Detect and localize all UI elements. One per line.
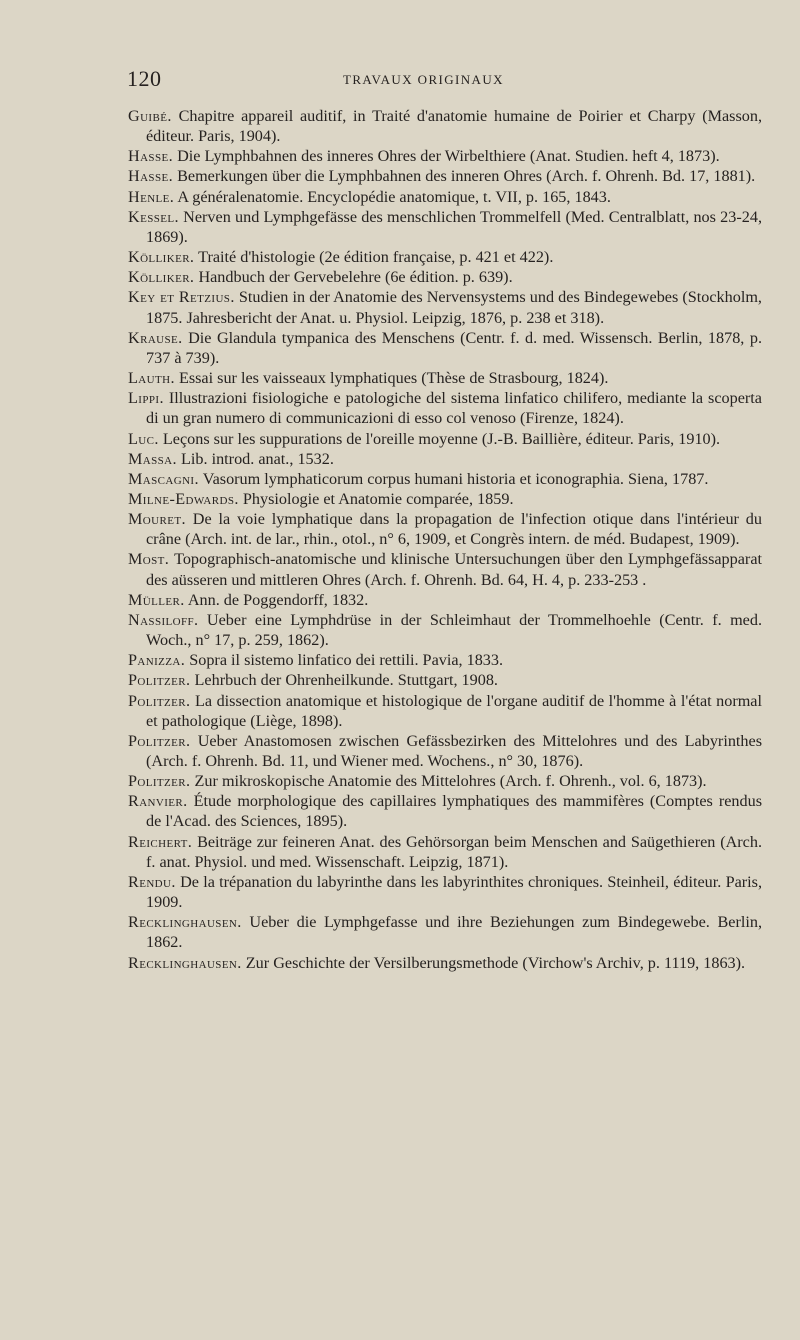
reference-entry: [128, 449, 762, 469]
reference-author: Kölliker.: [128, 268, 195, 287]
reference-author: Luc.: [128, 429, 159, 448]
page-number: 120: [127, 66, 162, 91]
reference-text: Traité d'histologie (2e édition française, p. 421 et 422).: [194, 248, 554, 267]
reference-text: Essai sur les vaisseaux lymphatiques (Thèse de Strasbourg, 1824).: [174, 369, 609, 388]
reference-author: Rendu.: [128, 872, 176, 891]
reference-author: Panizza.: [128, 651, 186, 670]
reference-entry: [128, 650, 762, 670]
reference-author: Hasse.: [128, 147, 174, 166]
reference-entry: [128, 771, 762, 791]
reference-author: Lauth.: [128, 369, 175, 388]
reference-text: Nerven und Lymphgefässe des menschlichen Trommelfell (Med. Centralblatt, nos 23-24, 1869).: [146, 207, 762, 246]
reference-entry: [128, 791, 762, 831]
reference-entry: [128, 549, 762, 589]
reference-text: Ueber eine Lymphdrüse in der Schleimhaut der Trommelhoehle (Centr. f. med. Woch., n° 17, p. 259, 1862).: [146, 610, 762, 650]
reference-text: Ueber Anastomosen zwischen Gefässbezirken des Mittelohres und des Labyrinthes (Arch. f. Ohrenh. Bd. 11, und Wiener med. Wochens., n° 30, 1876).: [146, 731, 762, 770]
reference-author: Kessel.: [128, 207, 179, 226]
reference-entry: [128, 207, 762, 247]
reference-entry: [128, 247, 762, 267]
reference-author: Mascagni.: [128, 469, 199, 488]
reference-entry: [128, 832, 762, 872]
reference-entry: [128, 267, 762, 287]
reference-entry: [128, 731, 762, 771]
reference-text: Ueber die Lymphgefasse und ihre Beziehungen zum Bindegewebe. Berlin, 1862.: [146, 913, 762, 952]
reference-entry: [128, 106, 762, 146]
reference-text: Die Glandula tympanica des Menschens (Centr. f. d. med. Wissensch. Berlin, 1878, p. 737 à 739).: [146, 328, 762, 367]
reference-author: Nassiloff.: [128, 610, 199, 629]
reference-entry: [128, 509, 762, 549]
reference-text: Chapitre appareil auditif, in Traité d'anatomie humaine de Poirier et Charpy (Masson, éditeur. Paris, 1904).: [146, 107, 762, 146]
reference-author: Mouret.: [128, 510, 186, 529]
reference-text: De la trépanation du labyrinthe dans les labyrinthites chroniques. Steinheil, éditeur. Paris, 1909.: [146, 872, 762, 912]
reference-author: Politzer.: [128, 731, 191, 750]
reference-text: Handbuch der Gervebelehre (6e édition. p. 639).: [194, 268, 513, 287]
reference-text: Beiträge zur feineren Anat. des Gehörsorgan beim Menschen and Saügethieren (Arch. f. anat. Physiol. und med. Wissenschaft. Leipzig, 1871).: [146, 832, 762, 871]
reference-author: Reichert.: [128, 832, 193, 851]
reference-author: Müller.: [128, 590, 185, 609]
reference-entry: [128, 489, 762, 509]
reference-text: Zur mikroskopische Anatomie des Mittelohres (Arch. f. Ohrenh., vol. 6, 1873).: [190, 772, 707, 791]
reference-text: Die Lymphbahnen des inneres Ohres der Wirbelthiere (Anat. Studien. heft 4, 1873).: [173, 147, 720, 166]
reference-text: Illustrazioni fisiologiche e patologiche del sistema linfatico chilifero, mediante la scoperta di un gran numero di communicazioni di esso col venoso (Firenze, 1824).: [146, 389, 762, 428]
reference-entry: [128, 287, 762, 327]
reference-text: Zur Geschichte der Versilberungsmethode (Virchow's Archiv, p. 1119, 1863).: [241, 953, 746, 972]
reference-author: Most.: [128, 550, 170, 569]
reference-author: Politzer.: [128, 691, 191, 710]
page-header: [0, 66, 800, 96]
reference-author: Milne-Edwards.: [128, 489, 239, 508]
reference-entry: [128, 429, 762, 449]
reference-text: Bemerkungen über die Lymphbahnen des inneren Ohres (Arch. f. Ohrenh. Bd. 17, 1881).: [173, 167, 756, 186]
reference-text: A généralenatomie. Encyclopédie anatomique, t. VII, p. 165, 1843.: [174, 187, 611, 206]
reference-entry: [128, 872, 762, 912]
running-title: TRAVAUX ORIGINAUX: [343, 72, 504, 87]
reference-entry: [128, 610, 762, 650]
reference-entry: [128, 388, 762, 428]
reference-entry: [128, 953, 762, 973]
reference-author: Krause.: [128, 328, 183, 347]
reference-author: Key et Retzius.: [128, 288, 235, 307]
reference-author: Massa.: [128, 449, 177, 468]
reference-entry: [128, 146, 762, 166]
reference-text: Lehrbuch der Ohrenheilkunde. Stuttgart, 1908.: [190, 671, 498, 690]
reference-text: De la voie lymphatique dans la propagation de l'infection otique dans l'intérieur du crâne (Arch. int. de lar., rhin., otol., n° 6, 1909, et Congrès intern. de méd. Budapest, 1909).: [146, 510, 762, 549]
reference-author: Recklinghausen.: [128, 913, 242, 932]
reference-entry: [128, 166, 762, 186]
reference-entry: [128, 368, 762, 388]
reference-text: Studien in der Anatomie des Nervensystems und des Bindegewebes (Stockholm, 1875. Jahresbericht der Anat. u. Physiol. Leipzig, 1876, p. 238 et 318).: [146, 288, 762, 327]
reference-author: Recklinghausen.: [128, 953, 242, 972]
reference-entry: [128, 469, 762, 489]
reference-text: Vasorum lymphaticorum corpus humani historia et iconographia. Siena, 1787.: [198, 469, 709, 488]
reference-entry: [128, 187, 762, 207]
reference-author: Ranvier.: [128, 792, 188, 811]
reference-text: Physiologie et Anatomie comparée, 1859.: [238, 489, 514, 508]
reference-author: Lippi.: [128, 389, 164, 408]
reference-author: Politzer.: [128, 772, 191, 791]
reference-text: Topographisch-anatomische und klinische Untersuchungen über den Lymphgefässapparat des aüsseren und mittleren Ohres (Arch. f. Ohrenh. Bd. 64, H. 4, p. 233-253 .: [146, 550, 762, 589]
bibliography-list: [128, 106, 762, 973]
reference-author: Henle.: [128, 187, 175, 206]
reference-text: Lib. introd. anat., 1532.: [176, 449, 334, 468]
reference-entry: [128, 328, 762, 368]
reference-entry: [128, 670, 762, 690]
reference-author: Politzer.: [128, 671, 191, 690]
reference-entry: [128, 912, 762, 952]
reference-text: Leçons sur les suppurations de l'oreille moyenne (J.-B. Baillière, éditeur. Paris, 1910).: [158, 429, 721, 448]
reference-text: Sopra il sistemo linfatico dei rettili. Pavia, 1833.: [185, 651, 504, 670]
reference-text: Étude morphologique des capillaires lymphatiques des mammifères (Comptes rendus de l'Acad. des Sciences, 1895).: [146, 792, 762, 831]
reference-author: Guibé.: [128, 107, 172, 125]
reference-text: Ann. de Poggendorff, 1832.: [184, 590, 369, 609]
reference-entry: [128, 691, 762, 731]
reference-text: La dissection anatomique et histologique de l'organe auditif de l'homme à l'état normal et pathologique (Liège, 1898).: [146, 691, 762, 730]
reference-author: Kölliker.: [128, 248, 195, 267]
reference-entry: [128, 590, 762, 610]
reference-author: Hasse.: [128, 167, 174, 186]
